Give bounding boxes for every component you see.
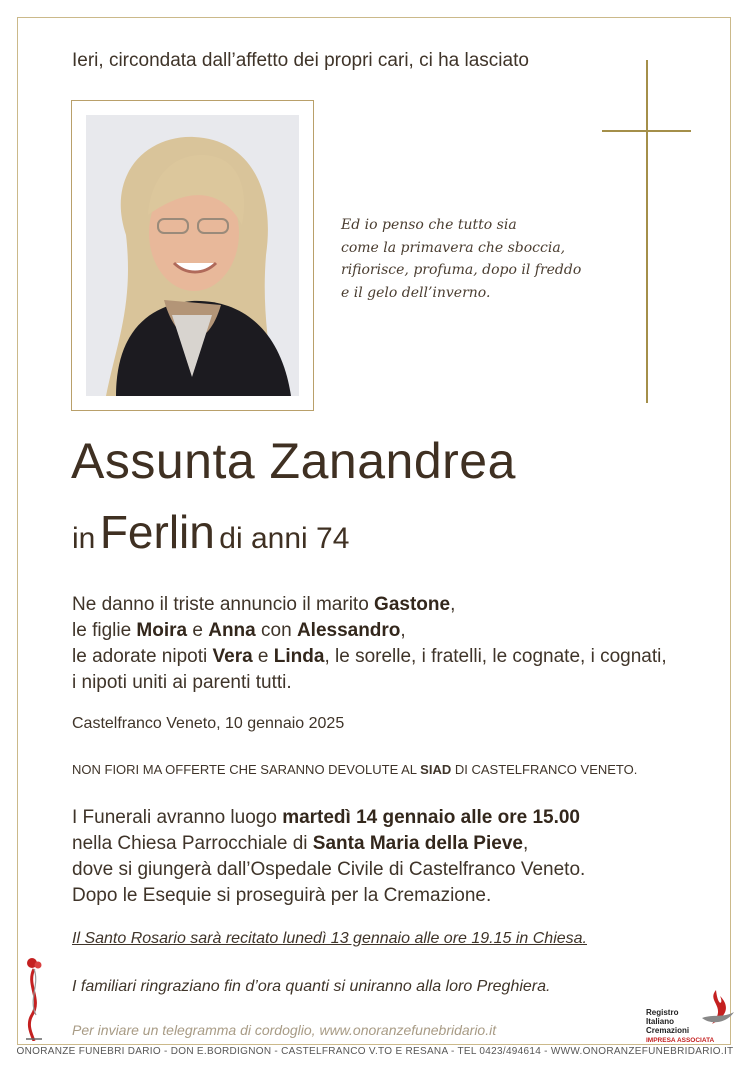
cross-horizontal-bar [602, 130, 691, 132]
cross-vertical-bar [646, 60, 648, 403]
text: le figlie [72, 620, 137, 641]
text: , [450, 594, 456, 615]
funeral-info [72, 805, 585, 909]
daughter-name: Anna [208, 620, 256, 641]
place-date: Castelfranco Veneto, 10 gennaio 2025 [72, 715, 345, 732]
poem-line: rifiorisce, profuma, dopo il freddo [341, 262, 582, 278]
text: , [522, 833, 529, 854]
funeral-datetime: martedì 14 gennaio alle ore 15.00 [282, 807, 580, 828]
announcement-line [72, 644, 667, 670]
text: nella Chiesa Parrocchiale di [72, 833, 313, 854]
announcement-line: i nipoti uniti ai parenti tutti. [72, 672, 292, 693]
text: con [255, 620, 297, 641]
funeral-line: dove si giungerà dall’Ospedale Civile di Castelfranco Veneto. [72, 859, 586, 880]
rosary-note: Il Santo Rosario sarà recitato lunedì 13 gennaio alle ore 19.15 in Chiesa. [72, 930, 587, 947]
thanks-note: I familiari ringraziano fin d’ora quanti si uniranno alla loro Preghiera. [72, 978, 551, 995]
cremation-registry-logo [646, 988, 738, 1046]
logo-line: Registro [646, 1008, 679, 1017]
portrait-illustration [86, 115, 299, 396]
married-name-line [72, 505, 349, 559]
announcement-line [72, 592, 667, 618]
poem-line: e il gelo dell’inverno. [341, 284, 491, 301]
text: e [252, 646, 274, 667]
text: NON FIORI MA OFFERTE CHE SARANNO DEVOLUTE AL [72, 762, 421, 777]
text: , [400, 620, 406, 641]
church-name: Santa Maria della Pieve [312, 833, 523, 854]
poem-line: Ed io penso che tutto sia [341, 217, 517, 233]
daughter-name: Moira [136, 620, 188, 641]
relative-name: Alessandro [296, 620, 401, 641]
donation-note [72, 762, 637, 777]
granddaughter-name: Linda [273, 646, 325, 667]
poem-verse [341, 214, 581, 304]
photo-frame [71, 100, 314, 411]
funeral-line: Dopo le Esequie si proseguirà per la Cremazione. [72, 885, 492, 906]
funeral-line [72, 805, 585, 831]
footer-contact: ONORANZE FUNEBRI DARIO - DON E.BORDIGNON - CASTELFRANCO V.TO E RESANA - TEL 0423/494614 - WWW.ONORANZEFUNEBRIDARIO.IT [16, 1046, 734, 1057]
text: , le sorelle, i fratelli, le cognate, i cognati, [324, 646, 667, 667]
text: Ne danno il triste annuncio il marito [72, 594, 375, 615]
husband-name: Gastone [374, 594, 451, 615]
announcement [72, 592, 667, 696]
granddaughter-name: Vera [212, 646, 253, 667]
text: DI CASTELFRANCO VENETO. [451, 762, 638, 777]
logo-line: Italiano [646, 1017, 675, 1026]
funeral-home-flower-logo-icon [20, 955, 48, 1041]
charity-name: SIAD [420, 762, 452, 777]
intro-text: Ieri, circondata dall’affetto dei propri cari, ci ha lasciato [72, 50, 529, 71]
poem-line: come la primavera che sboccia, [341, 239, 566, 256]
portrait-photo [86, 115, 299, 396]
text: e [187, 620, 209, 641]
funeral-line [72, 831, 585, 857]
deceased-name: Assunta Zanandrea [71, 433, 516, 489]
married-name: Ferlin [99, 506, 215, 558]
announcement-line [72, 618, 667, 644]
logo-line: Cremazioni [646, 1026, 690, 1035]
text: I Funerali avranno luogo [72, 807, 283, 828]
in-word: in [72, 522, 96, 555]
age-text: di anni 74 [219, 522, 350, 555]
telegram-link[interactable]: Per inviare un telegramma di cordoglio, www.onoranzefunebridario.it [72, 1022, 497, 1038]
logo-tag: IMPRESA ASSOCIATA [646, 1037, 715, 1044]
text: le adorate nipoti [72, 646, 213, 667]
